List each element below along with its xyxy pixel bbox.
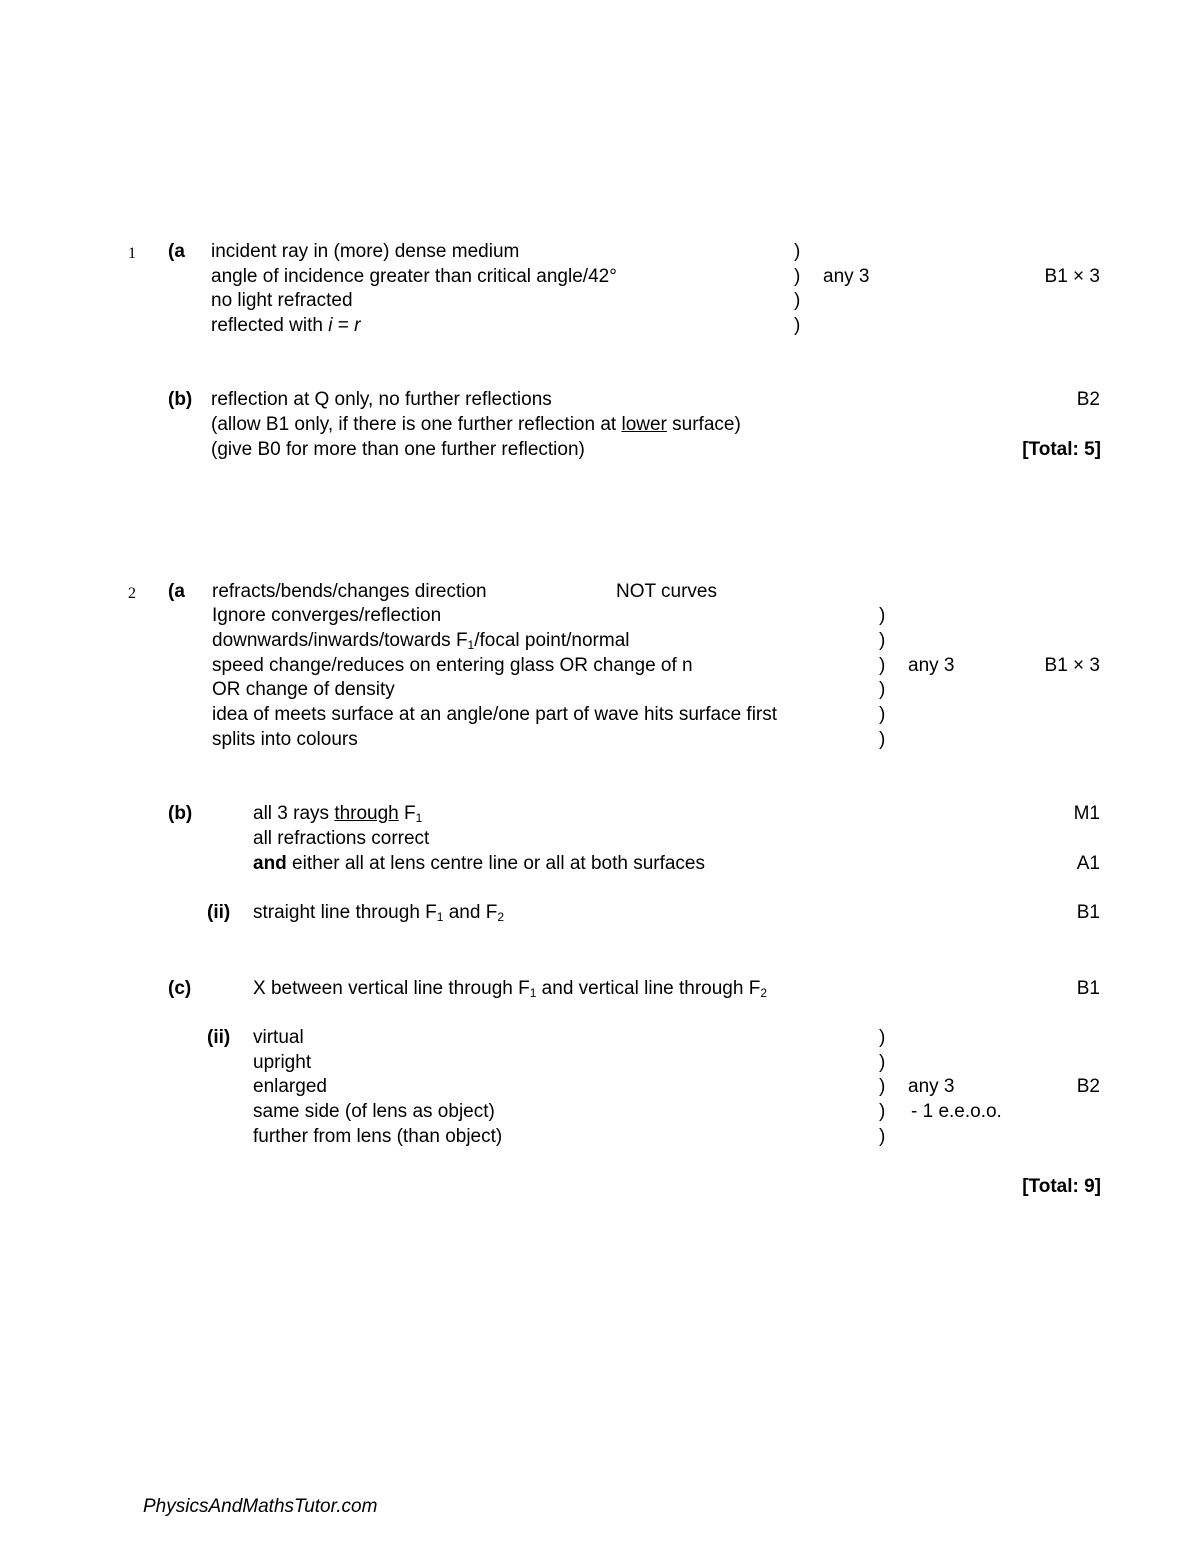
q2c-mark: B1 [1076,978,1100,999]
q2a-line-7: splits into colours [212,729,358,750]
q2c-ii-line-2: upright [253,1052,312,1073]
q2a-line-4: speed change/reduces on entering glass OR change of n [212,655,693,676]
q2a-line-1: refracts/bends/changes direction [212,581,487,602]
q2b-line-3: and either all at lens centre line or all at both surfaces [253,853,706,874]
q2a-any-note: any 3 [908,655,955,676]
q2c-penalty-note: - 1 e.e.o.o. [911,1101,1002,1122]
bracket: ) [879,679,886,700]
q2c-ii-line-3: enlarged [253,1076,327,1097]
q1-part-a-label: (a [168,241,185,262]
bracket: ) [879,704,886,725]
q2-part-c-label: (c) [168,978,192,999]
q2b-mark-a1: A1 [1076,853,1100,874]
bracket: ) [879,729,886,750]
q1a-mark: B1 × 3 [1044,266,1100,287]
bracket: ) [794,266,801,287]
q2c-ii-mark: B2 [1076,1076,1100,1097]
q1a-any-note: any 3 [823,266,870,287]
q2-part-b-label: (b) [168,803,193,824]
bracket: ) [879,1126,886,1147]
q1b-line-1: reflection at Q only, no further reflections [211,389,552,410]
question-2-number: 2 [128,585,136,602]
q2b-mark-m1: M1 [1073,803,1100,824]
footer-site-name: PhysicsAndMathsTutor.com [143,1496,378,1517]
q2a-line-5: OR change of density [212,679,395,700]
bracket: ) [794,315,801,336]
q1-total: [Total: 5] [1022,439,1101,460]
q1a-line-4: reflected with i = r [211,315,361,336]
q2c-any-note: any 3 [908,1076,955,1097]
bracket: ) [879,1101,886,1122]
q2-part-a-label: (a [168,581,185,602]
bracket: ) [879,1052,886,1073]
q2c-ii-line-1: virtual [253,1027,304,1048]
q1a-line-3: no light refracted [211,290,353,311]
q2b-ii-label: (ii) [207,902,231,923]
bracket: ) [879,605,886,626]
q1b-line-2: (allow B1 only, if there is one further reflection at lower surface) [211,414,741,435]
q1a-line-1: incident ray in (more) dense medium [211,241,520,262]
q2a-line-2: Ignore converges/reflection [212,605,442,626]
bracket: ) [879,1027,886,1048]
q1a-line-2: angle of incidence greater than critical angle/42° [211,266,617,287]
q2a-mark: B1 × 3 [1044,655,1100,676]
q2c-ii-label: (ii) [207,1027,231,1048]
q2a-not-note: NOT curves [616,581,718,602]
bracket: ) [879,1076,886,1097]
q2a-line-3: downwards/inwards/towards $F_1$/focal point/normal [212,630,630,652]
q2b-line-2: all refractions correct [253,828,430,849]
q2c-ii-line-5: further from lens (than object) [253,1126,503,1147]
q1-part-b-label: (b) [168,389,193,410]
bracket: ) [879,630,886,651]
q2-total: [Total: 9] [1022,1176,1101,1197]
q1b-mark: B2 [1076,389,1100,410]
q1b-line-3: (give B0 for more than one further reflection) [211,439,585,460]
q2b-ii-line: straight line through $F_1$ and $F_2$ [253,902,505,924]
q2b-line-1: all 3 rays through $F_1$ [253,803,423,825]
bracket: ) [794,241,801,262]
q2c-ii-line-4: same side (of lens as object) [253,1101,495,1122]
bracket: ) [879,655,886,676]
question-1-number: 1 [128,245,136,262]
q2b-ii-mark: B1 [1076,902,1100,923]
q2a-line-6: idea of meets surface at an angle/one part of wave hits surface first [212,704,778,725]
bracket: ) [794,290,801,311]
q2c-line-1: X between vertical line through $F_1$ and vertical line through $F_2$ [253,978,767,1000]
